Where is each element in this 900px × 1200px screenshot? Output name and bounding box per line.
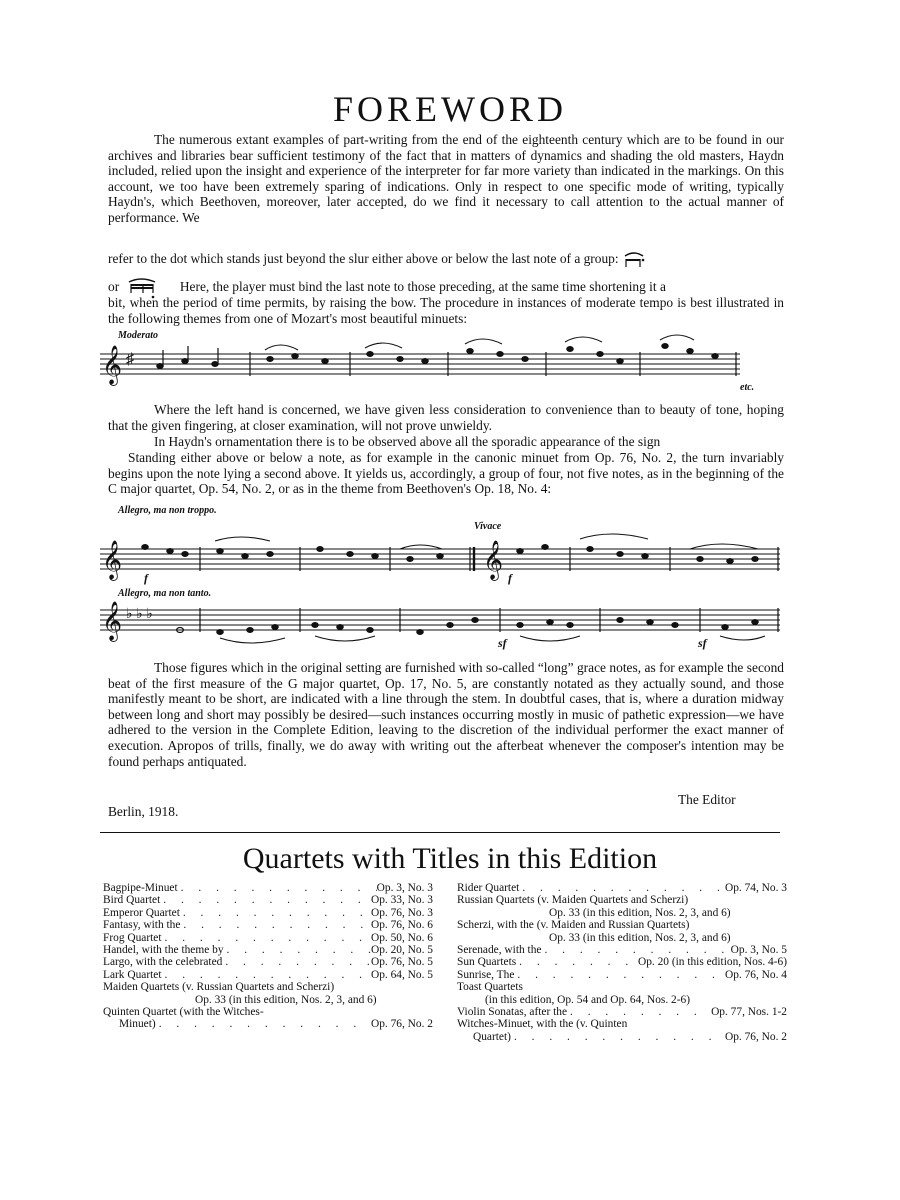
svg-text:♭ ♭ ♭: ♭ ♭ ♭ (126, 607, 153, 622)
foreword-paragraph-2: bit, when the period of time permits, by raising the bow. The procedure in instances of moderate tempo is best illustrated in the following themes from one of Mozart's most beautiful minuets: (108, 295, 784, 326)
staff1-etc: etc. (740, 382, 755, 393)
staff2-tempo: Allegro, ma non troppo. (118, 505, 217, 516)
toc-entry: Handel, with the theme by . . . Op. 20, No. 5 (103, 944, 433, 956)
toc-entry-quinten: Quinten Quartet (with the Witches- Minuet) . . . Op. 76, No. 2 (103, 1006, 433, 1031)
toc-entry-maiden: Maiden Quartets (v. Russian Quartets and Scherzi) Op. 33 (in this edition, Nos. 2, 3, and 6) (103, 981, 377, 1006)
foreword-paragraph-4b: Standing either above or below a note, as for example in the canonic minuet from Op. 76, No. 2, the turn invariably begins upon the note lying a second above. It yields us, accordingly, a group of four, not five notes, as in the beginning of the C major quartet, Op. 54, No. 2, or as in the theme from Beethoven's Op. 18, No. 4: (108, 450, 784, 497)
staff1-tempo: Moderato (118, 330, 158, 341)
toc-entry: Sunrise, The . . . Op. 76, No. 4 (457, 969, 787, 981)
foreword-refer-line (108, 251, 784, 269)
svg-text:𝄞: 𝄞 (102, 540, 123, 580)
toc-entry: Serenade, with the . . . Op. 3, No. 5 (457, 944, 787, 956)
slurred-group-icon (622, 251, 646, 269)
svg-text:𝄞: 𝄞 (102, 345, 123, 385)
toc-entry-scherzi: Scherzi, with the (v. Maiden and Russian Quartets) Op. 33 (in this edition, Nos. 2, 3, and 6) (457, 919, 731, 944)
toc-entry: Lark Quartet . . . Op. 64, No. 5 (103, 969, 433, 981)
svg-text:♯: ♯ (126, 351, 134, 368)
music-example-2 (100, 505, 790, 585)
toc-entry: Bagpipe-Minuet . . . Op. 3, No. 3 (103, 882, 433, 894)
toc-entry: Bird Quartet . . . Op. 33, No. 3 (103, 894, 433, 906)
music-example-1 (100, 330, 790, 400)
refer-text: refer to the dot which stands just beyond the slur either above or below the last note of a group: (108, 251, 619, 267)
staff2-dynamic-f-2: f (508, 571, 512, 585)
page-title: FOREWORD (332, 89, 567, 129)
toc-entry: Largo, with the celebrated . . . Op. 76, No. 5 (103, 956, 433, 968)
staff3-tempo: Allegro, ma non tanto. (118, 588, 212, 599)
toc-entry: Sun Quartets . . . Op. 20 (in this edition, Nos. 4-6) (457, 956, 787, 968)
or-text: or (108, 279, 120, 295)
toc-entry: Rider Quartet . . . Op. 74, No. 3 (457, 882, 787, 894)
toc-entry: Frog Quartet . . . Op. 50, No. 6 (103, 932, 433, 944)
toc-entry-russian: Russian Quartets (v. Maiden Quartets and Scherzi) Op. 33 (in this edition, Nos. 2, 3, and 6) (457, 894, 731, 919)
foreword-paragraph-5: Those figures which in the original setting are furnished with so-called “long” grace notes, as for example the second beat of the first measure of the G major quartet, Op. 17, No. 5, are constantly notated as they actually sound, and those manifestly meant to be short, are indicated with a line through the stem. In doubtful cases, that is, where a duration midway between long and short may possibly be desired—such instances occurring mostly in music of pathetic expression—we have adhered to the version in the Complete Edition, leaving to the discretion of the individual performer the exact manner of execution. Apropos of trills, finally, we do away with writing out the afterbeat whenever the composer's intention may be found perhaps antiquated. (108, 660, 784, 769)
toc-left-column (103, 882, 433, 1031)
staff2-tempo-b: Vivace (474, 521, 502, 532)
toc-right-column (457, 882, 787, 1043)
or-rest-text: Here, the player must bind the last note to those preceding, at the same time shortening it a (179, 279, 666, 295)
foreword-paragraph-3: Where the left hand is concerned, we have given less consideration to convenience than to beauty of tone, hoping that the given fingering, at closer examination, will not prove unwieldy. (108, 402, 784, 433)
staff3-dynamic-sf-2: sf (698, 636, 707, 650)
svg-text:𝄞: 𝄞 (483, 540, 504, 580)
foreword-paragraph-1: The numerous extant examples of part-writing from the end of the eighteenth century which are to be found in our archives and libraries bear sufficient testimony of the fact that in matters of dynamics and shading the old masters, Haydn included, relied upon the insight and experience of the interpreter for far more variety than indicated in the markings. On this account, we too have been extremely sparing of indications. Only in respect to one specific mode of writing, typically Haydn's, which Beethoven, moreover, later accepted, do we find it necessary to call attention to the actual manner of performance. We (108, 132, 784, 225)
svg-text:𝄞: 𝄞 (102, 601, 123, 641)
place-date: Berlin, 1918. (108, 804, 179, 819)
toc-entry: Emperor Quartet . . . Op. 76, No. 3 (103, 907, 433, 919)
foreword-paragraph-4a: In Haydn's ornamentation there is to be observed above all the sporadic appearance of the sign (154, 434, 661, 449)
music-example-3 (100, 588, 790, 658)
toc-entry: Violin Sonatas, after the . . . Op. 77, Nos. 1-2 (457, 1006, 787, 1018)
staff-1 (100, 330, 790, 400)
section-divider (100, 832, 780, 833)
toc-entry: Fantasy, with the . . . Op. 76, No. 6 (103, 919, 433, 931)
staff2-dynamic-f-1: f (144, 571, 148, 585)
staff-3 (100, 588, 790, 658)
toc-entry-toast: Toast Quartets (in this edition, Op. 54 and Op. 64, Nos. 2-6) (457, 981, 691, 1006)
toc-heading: Quartets with Titles in this Edition (242, 842, 658, 875)
staff3-dynamic-sf-1: sf (498, 636, 507, 650)
staff-2 (100, 505, 790, 585)
signature: The Editor (678, 792, 736, 807)
toc-entry-witches: Witches-Minuet, with the (v. Quinten Quartet) . . . Op. 76, No. 2 (457, 1018, 787, 1043)
